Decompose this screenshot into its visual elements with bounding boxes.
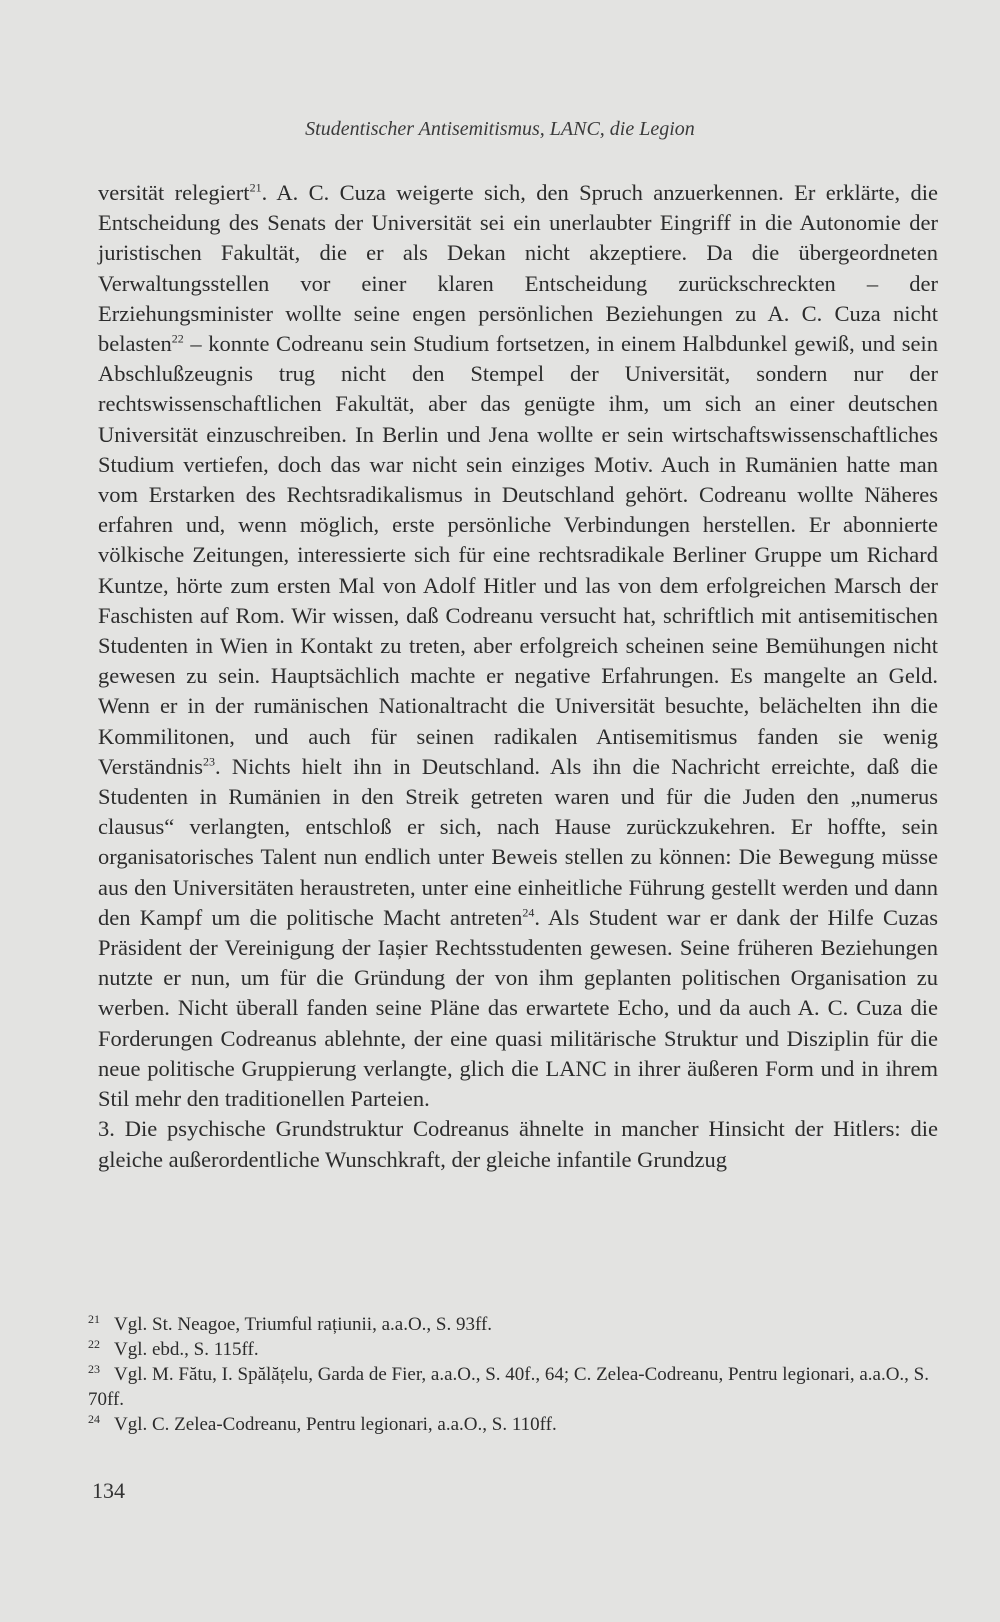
text-segment: . Als Student war er dank der Hilfe Cuzas Präsident der Vereinigung der Iașier Rechtsstudenten gewesen. Seine früheren Beziehungen nutzte er nun, um für die Gründung der von ihm geplanten politischen Organisation zu werben. Nicht überall fanden seine Pläne das erwartete Echo, und da auch A. C. Cuza die Forderungen Codreanus ablehnte, der eine quasi militärische Struktur und Disziplin für die neue politische Gruppierung verlangte, glich die LANC in ihrer äußeren Form und in ihrem Stil mehr den traditionellen Parteien. bbox=[98, 904, 938, 1112]
footnote-22 bbox=[88, 1337, 948, 1362]
footnote-ref-23: 23 bbox=[203, 754, 215, 769]
paragraph-2: 3. Die psychische Grundstruktur Codreanus ähnelte in mancher Hinsicht der Hitlers: die gleiche außerordentliche Wunschkraft, der gleiche infantile Grundzug bbox=[98, 1116, 938, 1172]
paragraph-1 bbox=[98, 178, 938, 1114]
footnote-text: Vgl. St. Neagoe, Triumful rațiunii, a.a.O., S. 93ff. bbox=[114, 1314, 493, 1335]
footnote-number: 23 bbox=[88, 1361, 100, 1376]
footnote-24 bbox=[88, 1412, 948, 1437]
running-header: Studentischer Antisemitismus, LANC, die Legion bbox=[305, 118, 695, 140]
footnote-ref-24: 24 bbox=[522, 905, 535, 920]
text-segment: versität relegiert bbox=[98, 180, 250, 205]
page-number: 134 bbox=[92, 1478, 125, 1503]
footnote-number: 24 bbox=[88, 1411, 100, 1426]
footnote-text: Vgl. M. Fătu, I. Spălățelu, Garda de Fier, a.a.O., S. 40f., 64; C. Zelea-Codreanu, Pentru legionari, a.a.O., S. 70ff. bbox=[88, 1364, 929, 1410]
footnote-21 bbox=[88, 1312, 948, 1337]
footnote-number: 21 bbox=[88, 1311, 100, 1326]
main-text bbox=[98, 178, 938, 1175]
footnote-23 bbox=[88, 1362, 948, 1412]
footnotes bbox=[88, 1312, 948, 1437]
footnote-text: Vgl. ebd., S. 115ff. bbox=[114, 1339, 259, 1360]
text-segment: . A. C. Cuza weigerte sich, den Spruch anzuerkennen. Er erklärte, die Entscheidung des Senats der Universität sei ein unerlaubter Eingriff in die Autonomie der juristischen Fakultät, die er als Dekan nicht akzeptiere. Da die übergeordneten Verwaltungsstellen vor einer klaren Entscheidung zurückschreckten – der Erziehungsminister wollte seine engen persönlichen Beziehungen zu A. C. Cuza nicht belasten bbox=[98, 180, 938, 357]
text-segment: . Nichts hielt ihn in Deutschland. Als ihn die Nachricht erreichte, daß die Studenten in Rumänien in den Streik getreten waren und für die Juden den „numerus clausus“ verlangten, entschloß er sich, nach Hause zurückzukehren. Er hoffte, sein organisatorisches Talent nun endlich unter Beweis stellen zu können: Die Bewegung müsse aus den Universitäten heraustreten, unter eine einheitliche Führung gestellt werden und dann den Kampf um die politische Macht antreten bbox=[98, 753, 938, 930]
footnote-text: Vgl. C. Zelea-Codreanu, Pentru legionari, a.a.O., S. 110ff. bbox=[114, 1414, 557, 1435]
text-segment: – konnte Codreanu sein Studium fortsetzen, in einem Halbdunkel gewiß, und sein Abschlußzeugnis trug nicht den Stempel der Universität, sondern nur der rechtswissenschaftlichen Fakultät, aber das genügte ihm, um sich an einer deutschen Universität einzuschreiben. In Berlin und Jena wollte er sein wirtschaftswissenschaftliches Studium vertiefen, doch das war nicht sein einziges Motiv. Auch in Rumänien hatte man vom Erstarken des Rechtsradikalismus in Deutschland gehört. Codreanu wollte Näheres erfahren und, wenn möglich, erste persönliche Verbindungen herstellen. Er abonnierte völkische Zeitungen, interessierte sich für eine rechtsradikale Berliner Gruppe um Richard Kuntze, hörte zum ersten Mal von Adolf Hitler und las von dem erfolgreichen Marsch der Faschisten auf Rom. Wir wissen, daß Codreanu versucht hat, schriftlich mit antisemitischen Studenten in Wien in Kontakt zu treten, aber erfolgreich scheinen seine Bemühungen nicht gewesen zu sein. Hauptsächlich machte er negative Erfahrungen. Es mangelte an Geld. Wenn er in der rumänischen Nationaltracht die Universität besuchte, belächelten ihn die Kommilitonen, und auch für seinen radikalen Antisemitismus fanden sie wenig Verständnis bbox=[98, 331, 938, 779]
footnote-number: 22 bbox=[88, 1336, 100, 1351]
footnote-ref-22: 22 bbox=[171, 331, 184, 346]
footnote-ref-21: 21 bbox=[249, 180, 262, 195]
